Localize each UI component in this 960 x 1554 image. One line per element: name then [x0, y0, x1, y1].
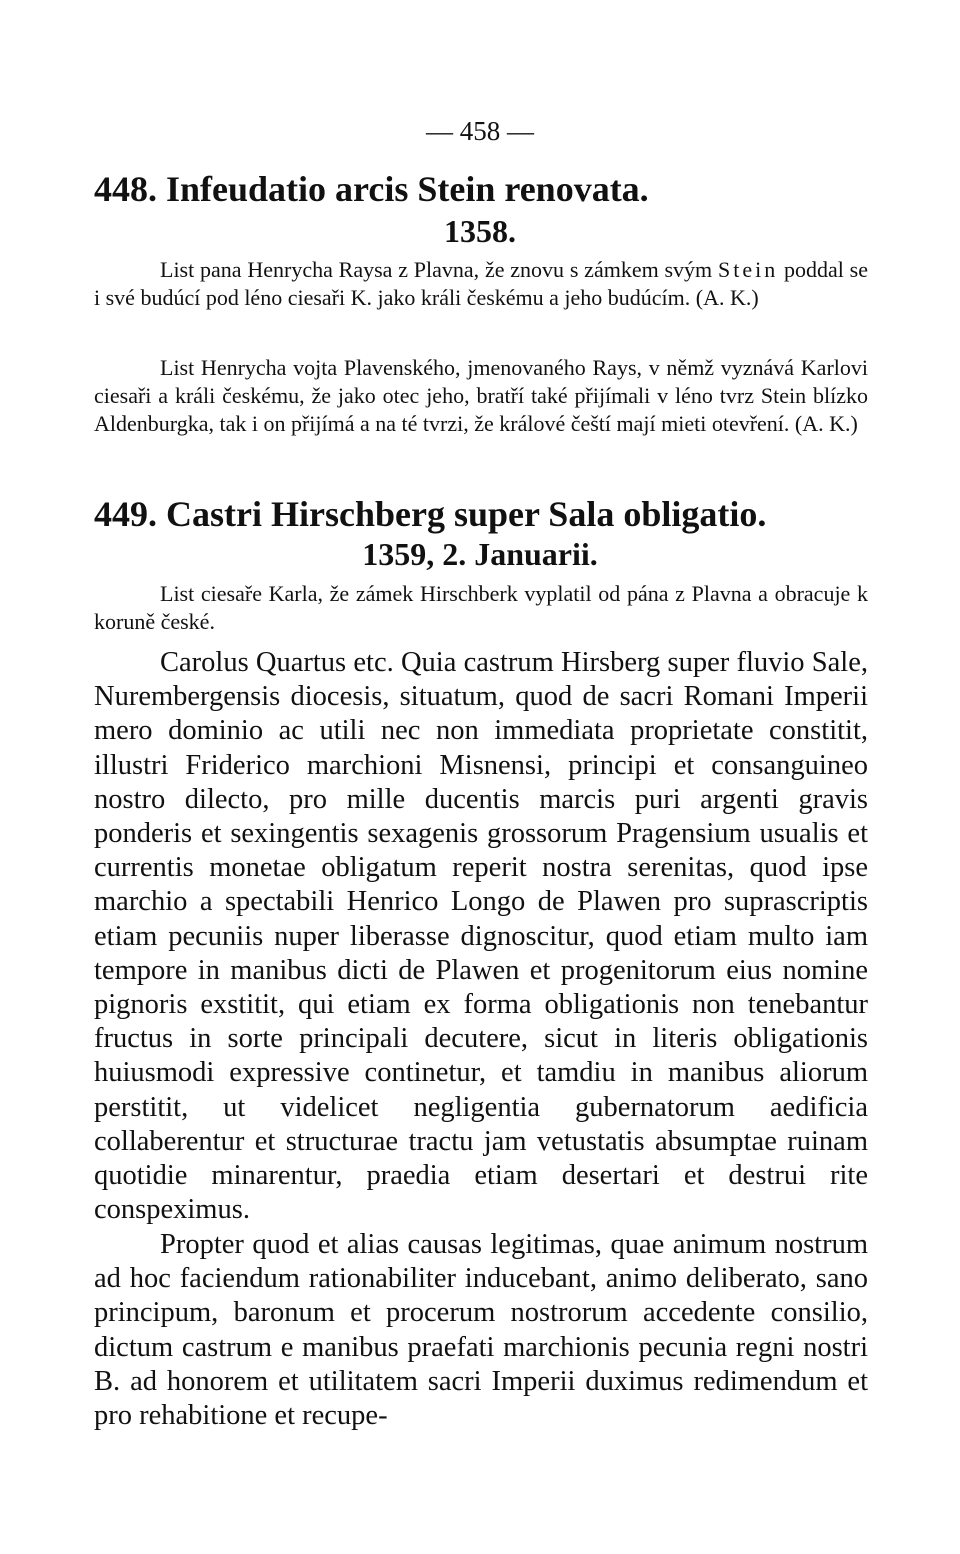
doc-448-summary-2: List Henrycha vojta Plavenského, jmenovaného Rays, v němž vyznává Karlovi ciesaři a králi českému, že jako otec jeho, bratří také přijímali v léno tvrz Stein blízko Aldenburgka, tak i on přijímá a na té tvrzi, že králové čeští mají mieti otevření. (A. K.) — [94, 355, 868, 436]
doc-448-date: 1358. — [444, 213, 516, 249]
summary-spaced-name: Stein — [717, 257, 779, 282]
summary-text-start: List pana Henrycha Raysa z Plavna, že znovu s zámkem svým — [160, 257, 718, 282]
summary-text-end: poddal se i své budúcí pod léno ciesaři K. jako králi českému a jeho budúcím. (A. K.) — [94, 257, 868, 310]
doc-449-text-paragraph-1: Carolus Quartus etc. Quia castrum Hirsberg super fluvio Sale, Nurembergensis diocesis, situatum, quod de sacri Romani Imperii mero dominio ac utili nec non immediata proprietate constitit, illustri Friderico marchioni Misnensi, principi et consanguineo nostro dilecto, pro mille ducentis marcis puri argenti gravis ponderis et sexingentis sexagenis grossorum Pragensium usualis et currentis monetae obligatum reperit nostra serenitas, quod ipse marchio a spectabili Henrico Longo de Plawen pro suprascriptis etiam pecuniis nuper liberasse dignoscitur, quod etiam multo iam tempore in manibus dicti de Plawen et progenitorum eius nomine pignoris exstitit, qui etiam ex forma obligationis non tenebantur fructus in sorte principali decutere, sicut in literis obligationis huiusmodi expressive continetur, et tamdiu in manibus aliorum perstitit, ut videlicet negligentia gubernatorum aedificia collaberentur et structurae tractu jam vetustatis absumptae ruinam quotidie minarentur, praedia etiam desertari et destrui rite conspeximus. — [94, 647, 868, 1226]
doc-449-title: 449. Castri Hirschberg super Sala obligatio. — [94, 494, 767, 534]
doc-449-date: 1359, 2. Januarii. — [362, 536, 598, 572]
doc-448-title: 448. Infeudatio arcis Stein renovata. — [94, 169, 649, 209]
doc-448-summary — [94, 256, 868, 312]
doc-449-text-paragraph-2: Propter quod et alias causas legitimas, quae animum nostrum ad hoc faciendum rationabiliter inducebant, animo deliberato, sano principum, baronum et procerum nostrorum accedente consilio, dictum castrum e manibus praefati marchionis pecunia regni nostri B. ad honorem et utilitatem sacri Imperii duximus redimendum et pro rehabitione et recupe- — [94, 1229, 868, 1432]
page-number: — 458 — — [426, 116, 534, 146]
doc-449-summary: List ciesaře Karla, že zámek Hirschberk vyplatil od pána z Plavna a obracuje k koruně české. — [94, 581, 868, 634]
